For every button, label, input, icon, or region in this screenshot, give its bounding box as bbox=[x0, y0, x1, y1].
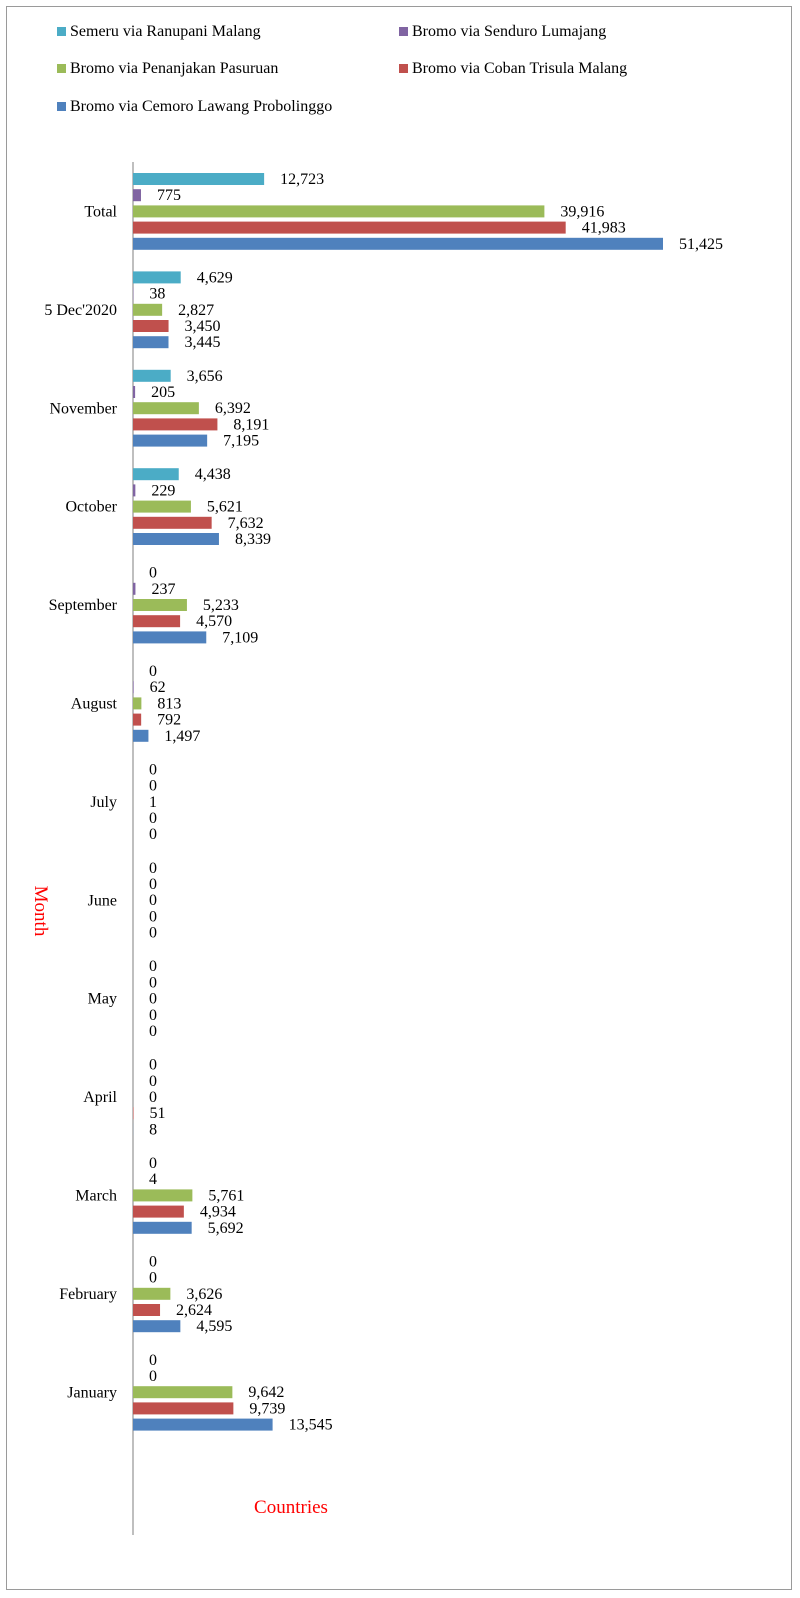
value-label-january-bromo-via-cemoro-lawang-probolinggo: 13,545 bbox=[288, 1416, 333, 1434]
bar-april-bromo-via-coban-trisula-malang bbox=[133, 1107, 134, 1119]
category-label-may: May bbox=[87, 990, 117, 1008]
bar-october-bromo-via-coban-trisula-malang bbox=[133, 517, 212, 529]
value-label-5-dec-2020-bromo-via-cemoro-lawang-probolinggo: 3,445 bbox=[184, 334, 221, 352]
value-label-september-bromo-via-cemoro-lawang-probolinggo: 7,109 bbox=[222, 629, 259, 647]
value-label-april-bromo-via-cemoro-lawang-probolinggo: 8 bbox=[149, 1121, 158, 1139]
value-label-february-bromo-via-cemoro-lawang-probolinggo: 4,595 bbox=[196, 1318, 233, 1336]
category-label-october: October bbox=[65, 498, 117, 516]
value-label-october-semeru-via-ranupani-malang: 4,438 bbox=[194, 466, 231, 484]
bar-march-bromo-via-cemoro-lawang-probolinggo bbox=[133, 1222, 192, 1234]
value-label-august-bromo-via-senduro-lumajang: 62 bbox=[149, 679, 166, 697]
legend-label-bromo-via-penanjakan-pasuruan: Bromo via Penanjakan Pasuruan bbox=[70, 60, 279, 77]
bar-november-semeru-via-ranupani-malang bbox=[133, 370, 171, 382]
value-label-april-bromo-via-penanjakan-pasuruan: 0 bbox=[149, 1089, 157, 1106]
bar-january-bromo-via-coban-trisula-malang bbox=[133, 1402, 233, 1414]
value-label-february-bromo-via-penanjakan-pasuruan: 3,626 bbox=[186, 1285, 223, 1303]
bar-march-bromo-via-penanjakan-pasuruan bbox=[133, 1189, 192, 1201]
value-label-march-bromo-via-coban-trisula-malang: 4,934 bbox=[199, 1203, 236, 1221]
value-label-june-bromo-via-senduro-lumajang: 0 bbox=[149, 876, 157, 893]
category-label-february: February bbox=[59, 1285, 117, 1303]
bar-total-bromo-via-coban-trisula-malang bbox=[133, 222, 566, 234]
bar-october-bromo-via-senduro-lumajang bbox=[133, 484, 135, 496]
bar-total-semeru-via-ranupani-malang bbox=[133, 173, 264, 185]
value-label-july-bromo-via-coban-trisula-malang: 0 bbox=[149, 810, 157, 827]
category-label-5-dec-2020: 5 Dec'2020 bbox=[44, 301, 117, 319]
value-label-january-bromo-via-penanjakan-pasuruan: 9,642 bbox=[248, 1384, 285, 1402]
bar-september-bromo-via-cemoro-lawang-probolinggo bbox=[133, 631, 206, 643]
value-label-may-bromo-via-cemoro-lawang-probolinggo: 0 bbox=[149, 1023, 157, 1040]
bar-november-bromo-via-coban-trisula-malang bbox=[133, 418, 217, 430]
value-label-total-bromo-via-coban-trisula-malang: 41,983 bbox=[581, 219, 626, 237]
bar-november-bromo-via-cemoro-lawang-probolinggo bbox=[133, 435, 207, 447]
value-label-june-bromo-via-coban-trisula-malang: 0 bbox=[149, 908, 157, 926]
bar-january-bromo-via-cemoro-lawang-probolinggo bbox=[133, 1419, 273, 1431]
bar-august-bromo-via-cemoro-lawang-probolinggo bbox=[133, 730, 148, 742]
value-label-april-bromo-via-coban-trisula-malang: 51 bbox=[149, 1105, 166, 1123]
bar-september-bromo-via-coban-trisula-malang bbox=[133, 615, 180, 627]
bar-march-bromo-via-coban-trisula-malang bbox=[133, 1206, 184, 1218]
category-label-april: April bbox=[83, 1089, 117, 1107]
bar-february-bromo-via-coban-trisula-malang bbox=[133, 1304, 160, 1316]
legend-swatch-bromo-via-penanjakan-pasuruan bbox=[57, 64, 66, 73]
category-label-july: July bbox=[90, 793, 117, 811]
bar-august-bromo-via-penanjakan-pasuruan bbox=[133, 697, 141, 709]
bar-total-bromo-via-cemoro-lawang-probolinggo bbox=[133, 238, 663, 250]
value-label-5-dec-2020-bromo-via-coban-trisula-malang: 3,450 bbox=[184, 318, 221, 335]
bar-november-bromo-via-senduro-lumajang bbox=[133, 386, 135, 398]
value-label-june-bromo-via-penanjakan-pasuruan: 0 bbox=[149, 892, 157, 910]
value-label-november-bromo-via-penanjakan-pasuruan: 6,392 bbox=[214, 400, 251, 418]
bar-chart bbox=[7, 7, 793, 1591]
legend-label-bromo-via-cemoro-lawang-probolinggo: Bromo via Cemoro Lawang Probolinggo bbox=[70, 98, 333, 115]
value-label-july-bromo-via-penanjakan-pasuruan: 1 bbox=[149, 793, 158, 811]
value-label-total-bromo-via-penanjakan-pasuruan: 39,916 bbox=[560, 203, 605, 221]
x-axis-title: Countries bbox=[254, 1497, 328, 1518]
legend-swatch-semeru-via-ranupani-malang bbox=[57, 27, 66, 36]
value-label-total-bromo-via-senduro-lumajang: 775 bbox=[156, 187, 181, 205]
value-label-january-bromo-via-senduro-lumajang: 0 bbox=[149, 1368, 157, 1385]
value-label-april-semeru-via-ranupani-malang: 0 bbox=[149, 1056, 157, 1074]
category-label-total: Total bbox=[84, 203, 117, 221]
value-label-5-dec-2020-bromo-via-penanjakan-pasuruan: 2,827 bbox=[178, 301, 215, 319]
value-label-may-bromo-via-senduro-lumajang: 0 bbox=[149, 974, 157, 992]
legend bbox=[57, 23, 627, 115]
bar-october-bromo-via-penanjakan-pasuruan bbox=[133, 501, 191, 513]
value-label-may-bromo-via-coban-trisula-malang: 0 bbox=[149, 1006, 157, 1024]
bar-november-bromo-via-penanjakan-pasuruan bbox=[133, 402, 199, 414]
value-label-november-bromo-via-senduro-lumajang: 205 bbox=[151, 384, 176, 401]
value-label-june-bromo-via-cemoro-lawang-probolinggo: 0 bbox=[149, 924, 157, 942]
value-label-august-bromo-via-coban-trisula-malang: 792 bbox=[157, 711, 182, 729]
category-label-august: August bbox=[70, 695, 117, 713]
category-label-january: January bbox=[67, 1384, 117, 1402]
value-label-september-bromo-via-penanjakan-pasuruan: 5,233 bbox=[202, 597, 239, 614]
value-label-october-bromo-via-cemoro-lawang-probolinggo: 8,339 bbox=[234, 531, 271, 548]
bar-february-bromo-via-cemoro-lawang-probolinggo bbox=[133, 1320, 180, 1332]
value-label-august-semeru-via-ranupani-malang: 0 bbox=[149, 663, 157, 680]
value-label-total-semeru-via-ranupani-malang: 12,723 bbox=[280, 171, 325, 188]
value-label-march-semeru-via-ranupani-malang: 0 bbox=[149, 1155, 157, 1172]
bar-september-bromo-via-senduro-lumajang bbox=[133, 583, 135, 595]
value-labels bbox=[149, 171, 723, 1434]
value-label-march-bromo-via-cemoro-lawang-probolinggo: 5,692 bbox=[207, 1219, 244, 1237]
value-label-may-bromo-via-penanjakan-pasuruan: 0 bbox=[149, 990, 157, 1008]
value-label-february-bromo-via-senduro-lumajang: 0 bbox=[149, 1269, 157, 1287]
value-label-january-semeru-via-ranupani-malang: 0 bbox=[149, 1351, 157, 1369]
bar-october-bromo-via-cemoro-lawang-probolinggo bbox=[133, 533, 219, 545]
legend-label-bromo-via-senduro-lumajang: Bromo via Senduro Lumajang bbox=[412, 23, 607, 40]
bar-5-dec-2020-bromo-via-cemoro-lawang-probolinggo bbox=[133, 336, 169, 348]
value-label-september-bromo-via-coban-trisula-malang: 4,570 bbox=[196, 613, 233, 631]
category-label-november: November bbox=[49, 400, 117, 418]
value-label-january-bromo-via-coban-trisula-malang: 9,739 bbox=[249, 1400, 286, 1418]
value-label-june-semeru-via-ranupani-malang: 0 bbox=[149, 859, 157, 877]
legend-label-semeru-via-ranupani-malang: Semeru via Ranupani Malang bbox=[70, 23, 261, 40]
bar-5-dec-2020-bromo-via-coban-trisula-malang bbox=[133, 320, 169, 332]
value-label-july-bromo-via-senduro-lumajang: 0 bbox=[149, 777, 157, 795]
value-label-march-bromo-via-senduro-lumajang: 4 bbox=[149, 1171, 158, 1189]
value-label-5-dec-2020-bromo-via-senduro-lumajang: 38 bbox=[149, 285, 166, 303]
category-labels bbox=[44, 204, 117, 1402]
value-label-march-bromo-via-penanjakan-pasuruan: 5,761 bbox=[208, 1187, 245, 1205]
legend-label-bromo-via-coban-trisula-malang: Bromo via Coban Trisula Malang bbox=[412, 60, 628, 77]
value-label-october-bromo-via-penanjakan-pasuruan: 5,621 bbox=[206, 498, 243, 516]
legend-swatch-bromo-via-coban-trisula-malang bbox=[399, 64, 408, 73]
legend-swatch-bromo-via-cemoro-lawang-probolinggo bbox=[57, 102, 66, 111]
value-label-february-bromo-via-coban-trisula-malang: 2,624 bbox=[176, 1302, 213, 1319]
value-label-july-bromo-via-cemoro-lawang-probolinggo: 0 bbox=[149, 826, 157, 844]
value-label-october-bromo-via-senduro-lumajang: 229 bbox=[151, 482, 176, 500]
value-label-september-bromo-via-senduro-lumajang: 237 bbox=[151, 580, 176, 598]
value-label-july-semeru-via-ranupani-malang: 0 bbox=[149, 761, 157, 779]
bar-january-bromo-via-penanjakan-pasuruan bbox=[133, 1386, 232, 1398]
category-label-june: June bbox=[87, 892, 117, 910]
bar-total-bromo-via-senduro-lumajang bbox=[133, 189, 141, 201]
bar-february-bromo-via-penanjakan-pasuruan bbox=[133, 1288, 170, 1300]
legend-swatch-bromo-via-senduro-lumajang bbox=[399, 27, 408, 36]
category-label-march: March bbox=[75, 1187, 117, 1205]
value-label-april-bromo-via-senduro-lumajang: 0 bbox=[149, 1072, 157, 1090]
bar-total-bromo-via-penanjakan-pasuruan bbox=[133, 205, 544, 217]
bar-september-bromo-via-penanjakan-pasuruan bbox=[133, 599, 187, 611]
value-label-november-bromo-via-coban-trisula-malang: 8,191 bbox=[233, 416, 270, 434]
bar-5-dec-2020-semeru-via-ranupani-malang bbox=[133, 271, 181, 283]
bar-august-bromo-via-coban-trisula-malang bbox=[133, 714, 141, 726]
value-label-november-semeru-via-ranupani-malang: 3,656 bbox=[186, 367, 223, 385]
value-label-september-semeru-via-ranupani-malang: 0 bbox=[149, 564, 157, 582]
category-label-september: September bbox=[48, 597, 117, 615]
bar-august-bromo-via-senduro-lumajang bbox=[133, 681, 134, 693]
value-label-august-bromo-via-cemoro-lawang-probolinggo: 1,497 bbox=[164, 727, 201, 745]
bar-5-dec-2020-bromo-via-penanjakan-pasuruan bbox=[133, 304, 162, 316]
value-label-november-bromo-via-cemoro-lawang-probolinggo: 7,195 bbox=[223, 432, 260, 450]
y-axis-title: Month bbox=[30, 885, 51, 937]
value-label-5-dec-2020-semeru-via-ranupani-malang: 4,629 bbox=[196, 269, 233, 287]
value-label-total-bromo-via-cemoro-lawang-probolinggo: 51,425 bbox=[679, 235, 723, 253]
value-label-february-semeru-via-ranupani-malang: 0 bbox=[149, 1253, 157, 1271]
value-label-august-bromo-via-penanjakan-pasuruan: 813 bbox=[157, 695, 182, 713]
chart-frame bbox=[6, 6, 792, 1590]
value-label-may-semeru-via-ranupani-malang: 0 bbox=[149, 958, 157, 976]
bars bbox=[133, 173, 663, 1431]
bar-october-semeru-via-ranupani-malang bbox=[133, 468, 179, 480]
value-label-october-bromo-via-coban-trisula-malang: 7,632 bbox=[227, 514, 264, 532]
